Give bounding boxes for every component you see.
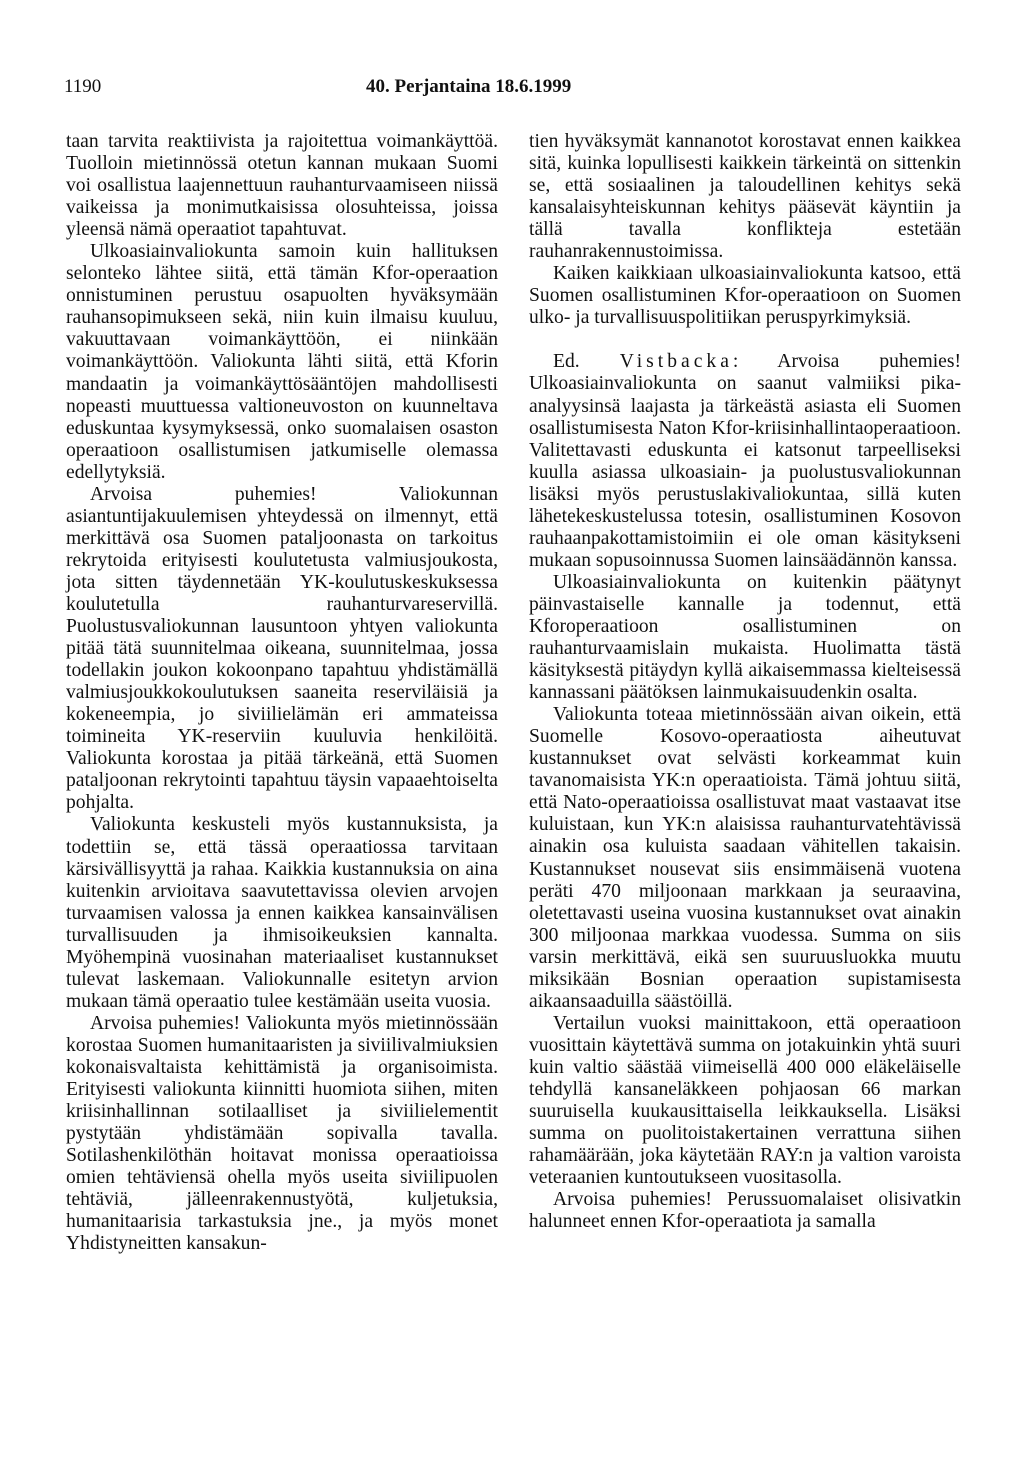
paragraph: taan tarvita reaktiivista ja rajoitettua voimankäyttöä. Tuolloin mietinnössä otetun kannan mukaan Suomi voi osallistua laajennettuun rauhanturvaamiseen niissä vaikeissa ja monimutkaisissa olosuhteissa, joissa yleensä nämä operaatiot tapahtuvat. xyxy=(66,131,498,241)
paragraph: Valiokunta keskusteli myös kustannuksista, ja todettiin se, että tässä operaatiossa tarvitaan kärsivällisyyttä ja rahaa. Kaikkia kustannuksia on aina kuitenkin arvioitava saavutettavissa olevien arvojen turvaamisen valossa ja ennen kaikkea kansainvälisen turvallisuuden ja ihmisoikeuksien kannalta. Myöhempinä vuosinahan materiaaliset kustannukset tulevat laskemaan. Valiokunnalle esitetyn arvion mukaan tämä operaatio tulee kestämään useita vuosia. xyxy=(66,814,498,1012)
left-column xyxy=(66,131,498,1255)
speech-opening xyxy=(529,351,961,571)
paragraph: Kaiken kaikkiaan ulkoasiainvaliokunta katsoo, että Suomen osallistuminen Kfor-operaatioon on Suomen ulko- ja turvallisuuspolitiikan peruspyrkimyksiä. xyxy=(529,263,961,329)
paragraph: Ulkoasiainvaliokunta samoin kuin hallituksen selonteko lähtee siitä, että tämän Kfor-operaation onnistuminen perustuu osapuolten hyväksymään rauhansopimukseen sekä, niin kuin ilmaisu kuuluu, vakuuttavaan voimankäyttöön, ei niinkään voimankäyttöön. Valiokunta lähti siitä, että Kforin mandaatin ja voimankäyttösääntöjen mahdollisesti nopeasti muuttuessa valtioneuvoston on kuunneltava eduskuntaa kysymyksessä, onko suomalaisen osaston operaatioon osallistumisen jatkumiselle olemassa edellytyksiä. xyxy=(66,241,498,483)
paragraph: tien hyväksymät kannanotot korostavat ennen kaikkea sitä, kuinka lopullisesti kaikkein tärkeintä on sittenkin se, että sosiaalinen ja taloudellinen kehitys sekä kansalaisyhteiskunnan kehitys pääsevät käyntiin ja tällä tavalla konflikteja estetään rauhanrakennustoimissa. xyxy=(529,131,961,263)
paragraph: Ulkoasiainvaliokunta on kuitenkin päätynyt päinvastaiselle kannalle ja todennut, että Kforoperaatioon osallistuminen on rauhanturvaamislain mukaista. Huolimatta tästä käsityksestä pitäydyn kyllä aikaisemmassa kielteisessä kannassani päätöksen lainmukaisuudenkin osalta. xyxy=(529,571,961,704)
paragraph: Vertailun vuoksi mainittakoon, että operaatioon vuosittain käytettävä summa on jotakuinkin yhtä suuri kuin valtio säästää viimeisellä 400 000 eläkeläiselle tehdyllä kansaneläkkeen pohjaosan 66 markan suuruisella kuukausittaisella leikkauksella. Lisäksi summa on puolitoistakertainen verrattuna siihen rahamäärään, joka käytetään RAY:n ja valtion varoista veteraanien kuntoutukseen vuositasolla. xyxy=(529,1012,961,1189)
right-column xyxy=(529,131,961,1233)
speech-text: : Arvoisa puhemies! Ulkoasiainvaliokunta on saanut valmiiksi pika-analyysinsä laajasta ja tärkeästä asiasta eli Suomen osallistumisesta Naton Kfor-kriisinhallintaoperaatioon. Valitettavasti eduskunta ei katsonut tarpeelliseksi kuulla asiassa ulkoasiain- ja puolustusvaliokunnan lisäksi myös perustuslakivaliokuntaa, sillä kuten lähetekeskustelussa totesin, osallistuminen Kosovon rauhaanpakottamistoimiin ei ole oman käsitykseni mukaan sopusoinnussa Suomen lainsäädännön kanssa. xyxy=(529,351,961,571)
page-header xyxy=(64,76,960,102)
paragraph: Arvoisa puhemies! Perussuomalaiset olisivatkin halunneet ennen Kfor-operaatiota ja samalla xyxy=(529,1189,961,1233)
paragraph: Arvoisa puhemies! Valiokunta myös mietinnössään korostaa Suomen humanitaaristen ja siviilivalmiuksien kokonaisvaltaista kehittämistä ja organisoimista. Erityisesti valiokunta kiinnitti huomiota siihen, miten kriisinhallinnan sotilaalliset ja siviilielementit pystytään yhdistämään sopivalla tavalla. Sotilashenkilöthän hoitavat monissa operaatioissa omien tehtäviensä ohella myös useita siviilipuolen tehtäviä, jälleenrakennustyötä, kuljetuksia, humanitaarisia tarkastuksia jne., ja myös monet Yhdistyneitten kansakun- xyxy=(66,1012,498,1255)
paragraph: Valiokunta toteaa mietinnössään aivan oikein, että Suomelle Kosovo-operaatiosta aiheutuvat kustannukset ovat selvästi korkeammat kuin tavanomaisista YK:n operaatioista. Tämä johtuu siitä, että Nato-operaatioissa osallistuvat maat vastaavat itse kuluistaan, kun YK:n alaisissa rauhanturvatehtävissä ainakin osa kuluista saadaan vähitellen takaisin. Kustannukset nousevat siis ensimmäisenä vuotena peräti 470 miljoonaan markkaan ja seuraavina, oletettavasti useina vuosina kustannukset ovat ainakin 300 miljoonaa markkaa vuodessa. Summa on siis varsin merkittävä, eikä sen suuruusluokka muutu miksikään Bosnian operaation supistamisesta aikaansaaduilla säästöillä. xyxy=(529,704,961,1012)
running-title: 40. Perjantaina 18.6.1999 xyxy=(366,76,572,97)
speech-prefix: Ed. xyxy=(553,351,580,373)
speaker-name: Vistbacka xyxy=(619,351,733,373)
page-number: 1190 xyxy=(64,76,102,97)
paragraph: Arvoisa puhemies! Valiokunnan asiantuntijakuulemisen yhteydessä on ilmennyt, että merkittävä osa Suomen pataljoonasta on tarkoitus rekrytoida erityisesti koulutetusta valmiusjoukosta, jota sitten täydennetään YK-koulutuskeskuksessa koulutetulla rauhanturvareservillä. Puolustusvaliokunnan lausuntoon yhtyen valiokunta pitää tätä suunnitelmaa oikeana, suunnitelmaa, jossa todellakin joukon kokoonpano tapahtuu yhdistämällä valmiusjoukkokoulutuksen saaneita reserviläisiä ja kokeneempia, jo siviilielämän eri ammateissa toimineita YK-reserviin kuuluvia henkilöitä. Valiokunta korostaa ja pitää tärkeänä, että Suomen pataljoonan rekrytointi tapahtuu täysin vapaaehtoiselta pohjalta. xyxy=(66,483,498,814)
